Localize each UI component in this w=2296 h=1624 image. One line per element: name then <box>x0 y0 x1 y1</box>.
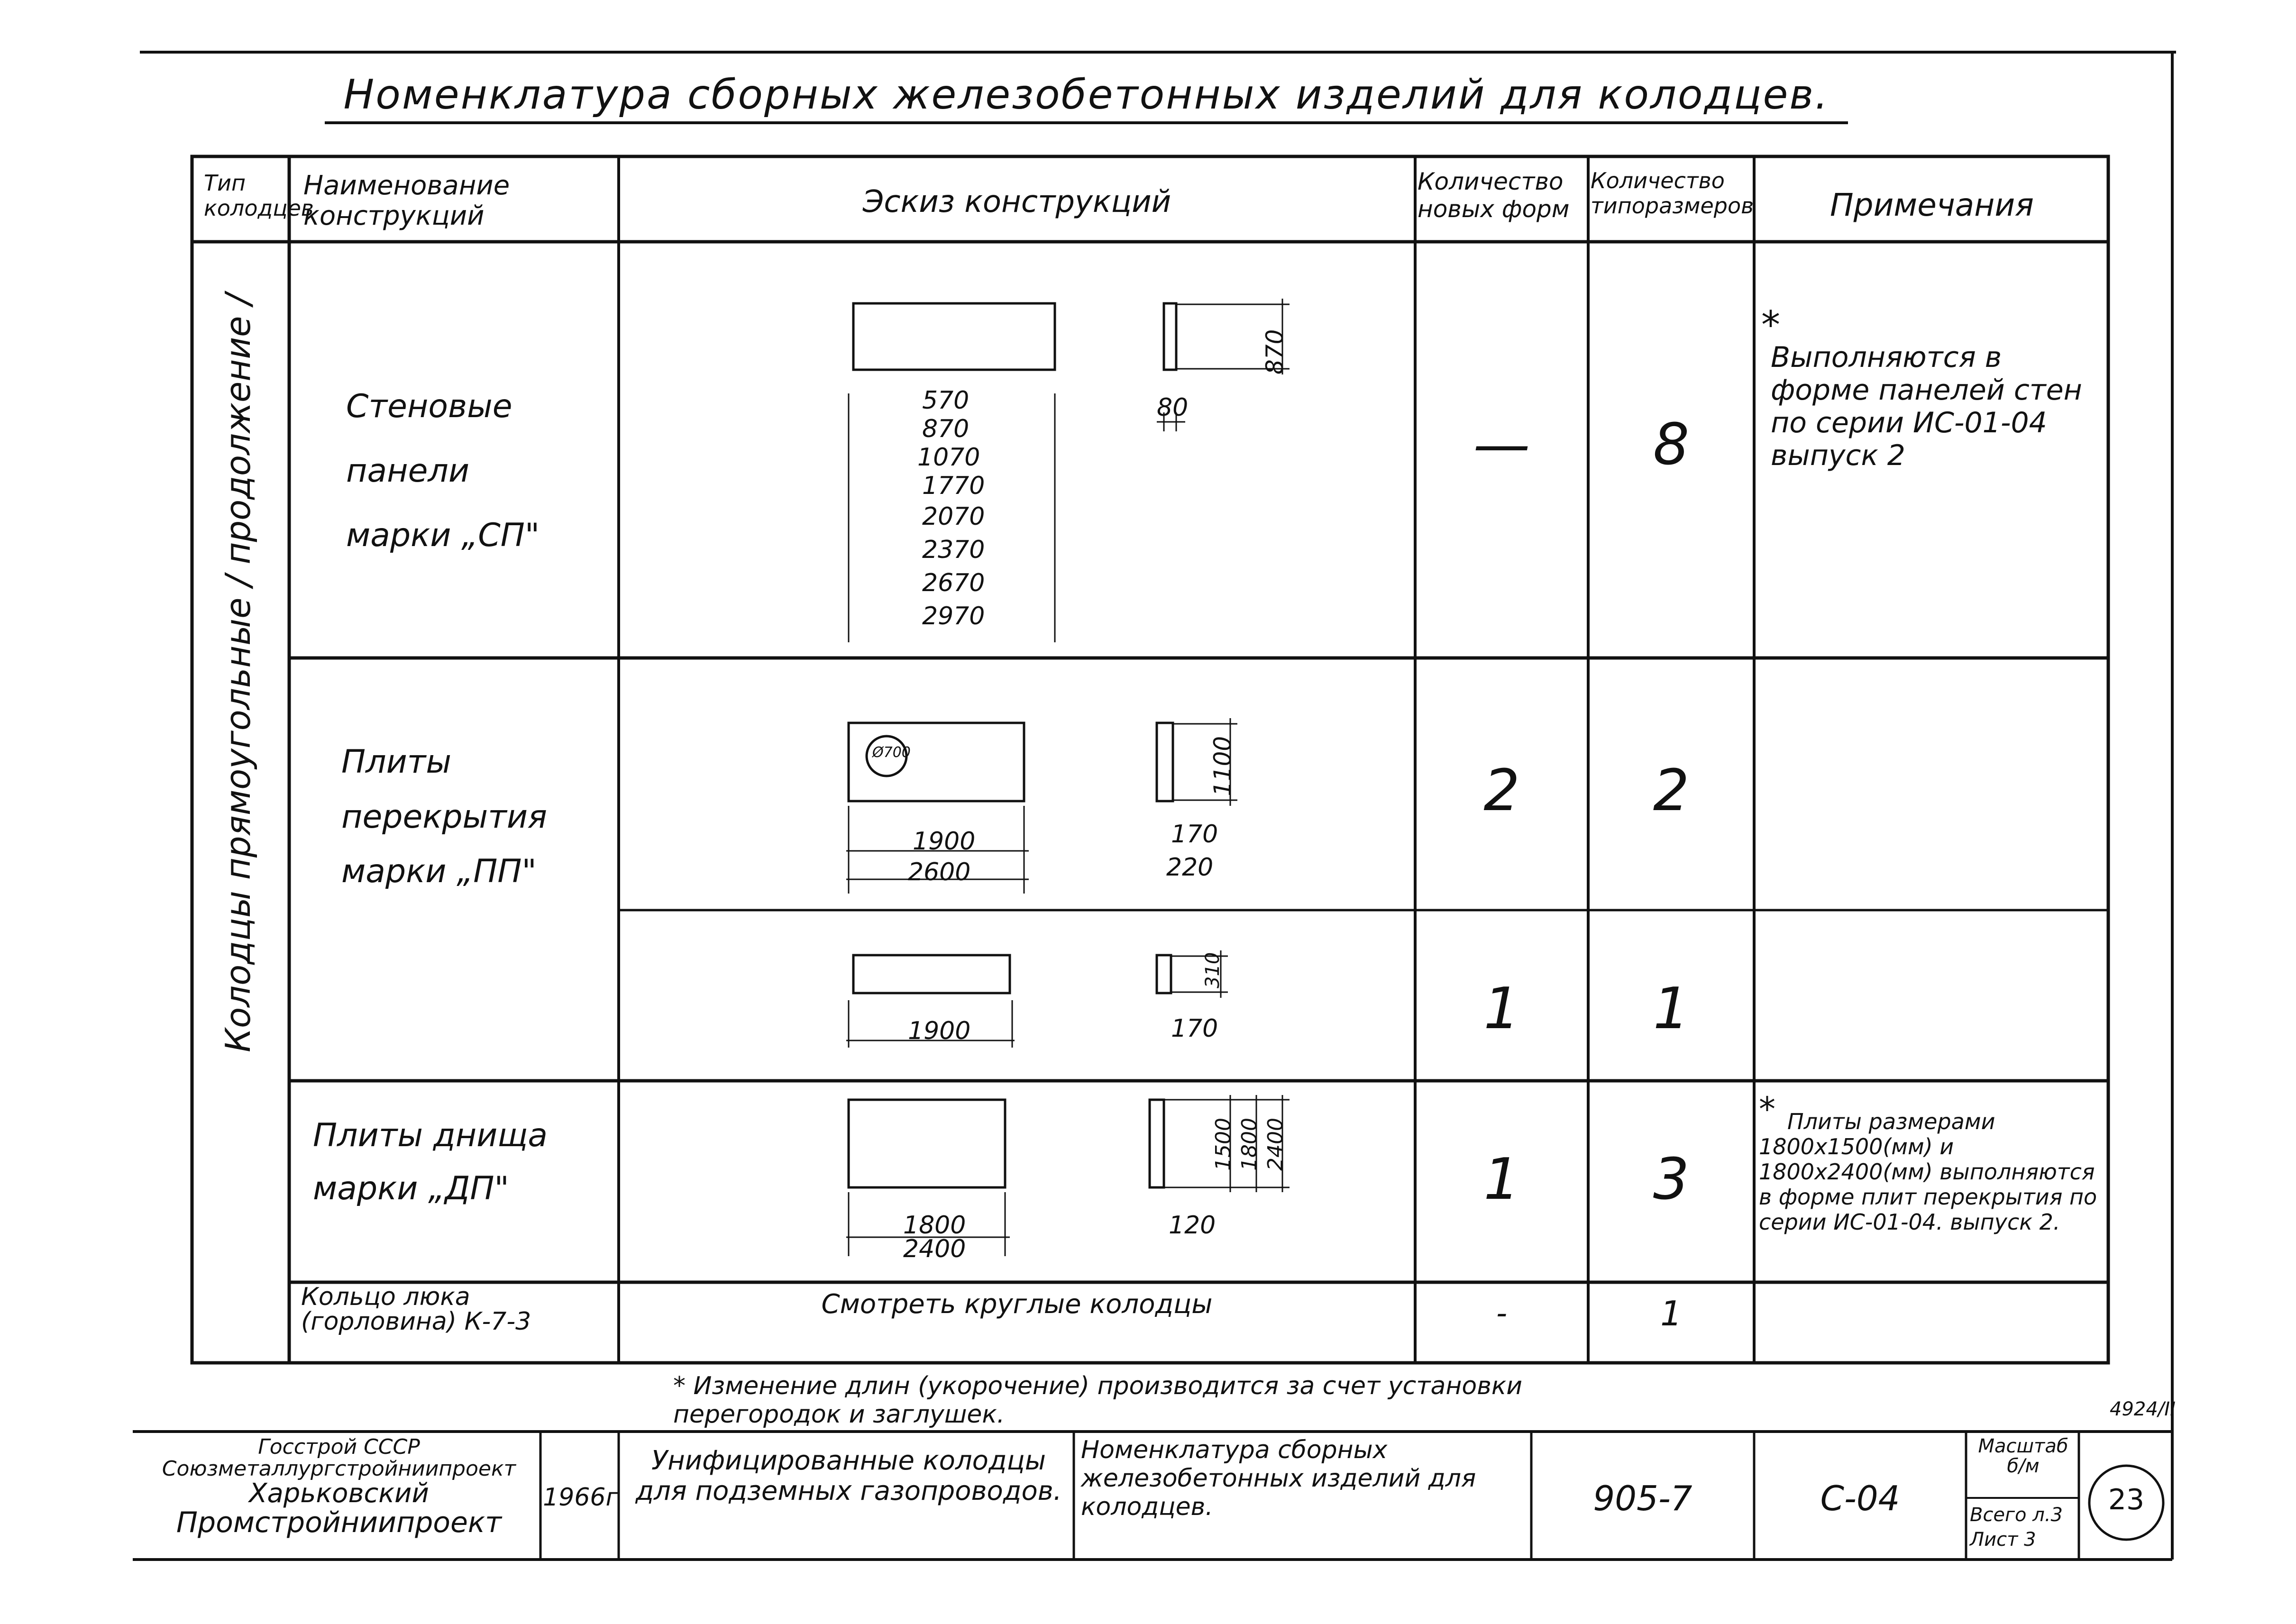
stamp-org-4: Промстройниипроект <box>176 1506 502 1540</box>
stamp-organization <box>142 1436 536 1538</box>
row3-forms: 1 <box>1483 976 1520 1042</box>
scale-value: б/м <box>2007 1455 2040 1477</box>
row1-note: Выполняются в форме панелей стен по серии ИС-01-04 выпуск 2 <box>1771 341 2082 472</box>
dim-length: 2370 <box>922 536 985 564</box>
header-forms: Количество новых форм <box>1418 168 1570 223</box>
sheet-label: Лист <box>1970 1529 2018 1551</box>
header-sketch: Эскиз конструкций <box>862 184 1171 219</box>
dim-length: 1770 <box>922 472 985 500</box>
header-notes: Примечания <box>1830 187 2034 223</box>
hole-diameter: Ø700 <box>872 744 911 761</box>
total-label: Всего л. <box>1970 1504 2051 1526</box>
dim-thickness: 120 <box>1169 1211 1216 1240</box>
dim-thickness: 80 <box>1157 393 1189 422</box>
dim-thickness: 220 <box>1166 853 1214 882</box>
row1-sizes: 8 <box>1653 412 1690 478</box>
stamp-work-title: Унифицированные колодцы для подземных газопроводов. <box>635 1445 1062 1507</box>
stamp-scale <box>1970 1436 2076 1476</box>
dim-length: 2670 <box>922 569 985 597</box>
dim-length: 1900 <box>913 827 976 856</box>
row1-note-mark: * <box>1761 303 1780 347</box>
total-value: 3 <box>2050 1504 2063 1526</box>
dim-length: 1800 <box>903 1211 966 1240</box>
dim-length: 2970 <box>922 602 985 630</box>
page-number: 23 <box>2108 1483 2145 1516</box>
dim-height: 1800 <box>1237 1118 1262 1171</box>
dim-height: 870 <box>1261 329 1289 374</box>
group-label: Колодцы прямоугольные / продолжение / <box>218 293 258 1052</box>
footnote: * Изменение длин (укорочение) производится за счет установки перегородок и заглушек. <box>673 1372 1523 1429</box>
sheet-value: 3 <box>2024 1529 2036 1551</box>
stamp-sheet-title: Номенклатура сборных железобетонных изделий для колодцев. <box>1081 1436 1476 1521</box>
row2-name: Плиты перекрытия марки „ПП" <box>341 743 547 891</box>
dim-thickness: 170 <box>1171 1014 1218 1043</box>
dim-length: 2400 <box>903 1235 966 1263</box>
stamp-series: 905-7 <box>1593 1478 1692 1518</box>
row1-forms: — <box>1473 412 1530 478</box>
archive-number: 4924/II <box>2110 1398 2176 1420</box>
dim-thickness: 170 <box>1171 820 1218 848</box>
header-type: Тип колодцев <box>204 170 314 221</box>
row5-sizes: 1 <box>1660 1294 1682 1333</box>
scale-label: Масштаб <box>1978 1435 2068 1457</box>
stamp-org-3: Харьковский <box>249 1478 429 1509</box>
row4-name: Плиты днища марки „ДП" <box>313 1117 548 1208</box>
dim-height: 310 <box>1202 952 1224 988</box>
header-sizes: Количество типоразмеров <box>1591 168 1754 219</box>
row3-sizes: 1 <box>1653 976 1690 1042</box>
stamp-year: 1966г <box>543 1483 619 1512</box>
stamp-org-1: Госстрой СССР <box>258 1435 420 1459</box>
stamp-sheets <box>1970 1503 2076 1552</box>
dim-length: 2070 <box>922 502 985 531</box>
dim-length: 1900 <box>908 1017 971 1045</box>
row5-name: Кольцо люка (горловина) К-7-3 <box>301 1283 531 1336</box>
dim-length: 2600 <box>908 858 971 886</box>
header-name: Наименование конструкций <box>303 170 510 232</box>
stamp-code: С-04 <box>1820 1478 1900 1518</box>
row5-sketch-text: Смотреть круглые колодцы <box>821 1289 1213 1320</box>
page-title: Номенклатура сборных железобетонных изделий для колодцев. <box>0 71 2296 124</box>
row4-note-mark: * <box>1759 1090 1775 1129</box>
row4-note: Плиты размерами 1800х1500(мм) и 1800х2400(мм) выполняются в форме плит перекрытия по серии ИС-01-04. выпуск 2. <box>1759 1109 2097 1235</box>
dim-length: 1070 <box>917 443 980 472</box>
dim-height: 1500 <box>1211 1118 1235 1171</box>
stamp-org-2: Союзметаллургстройниипроект <box>162 1457 516 1481</box>
dim-height: 1100 <box>1209 736 1236 796</box>
row2-forms: 2 <box>1483 758 1520 824</box>
dim-length: 870 <box>922 415 970 443</box>
row5-forms: - <box>1496 1296 1508 1331</box>
row2-sizes: 2 <box>1653 758 1690 824</box>
row4-forms: 1 <box>1483 1147 1520 1213</box>
dim-height: 2400 <box>1263 1118 1288 1171</box>
row4-sizes: 3 <box>1653 1147 1690 1213</box>
row1-name: Стеновые панели марки „СП" <box>346 388 540 554</box>
dim-length: 570 <box>922 386 970 415</box>
